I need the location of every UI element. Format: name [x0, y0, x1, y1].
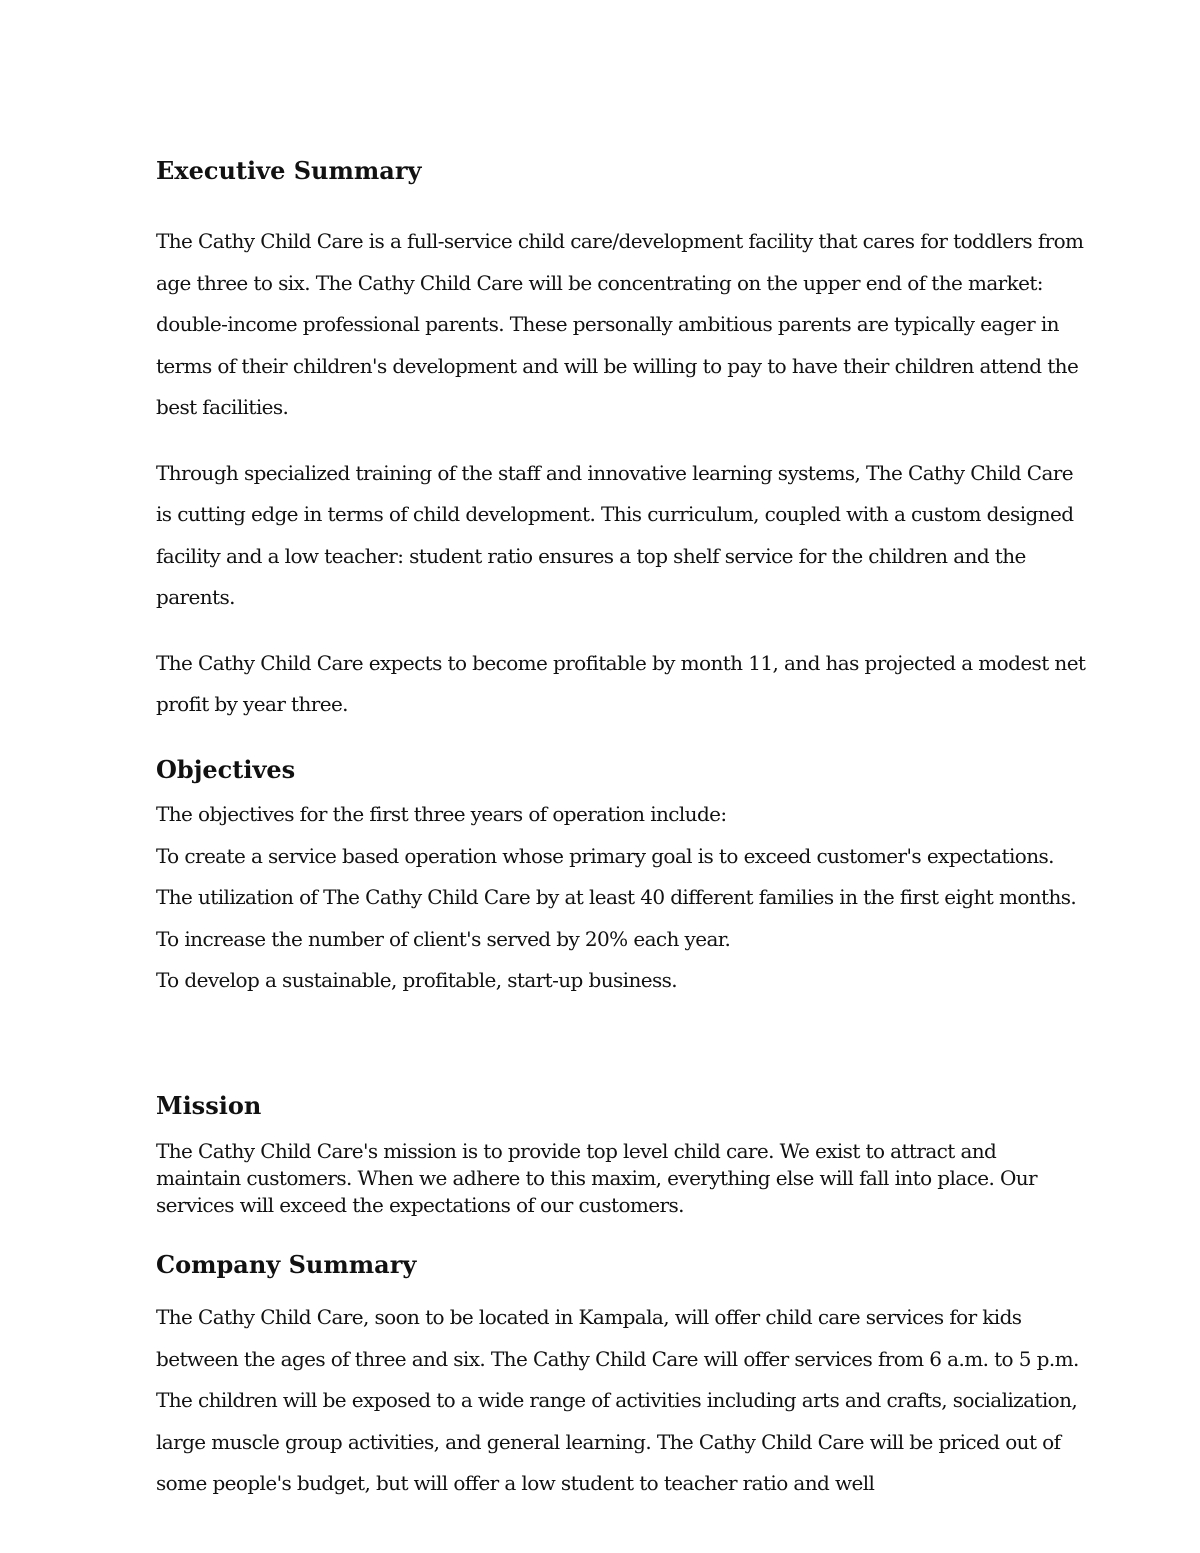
objectives-heading: Objectives	[156, 755, 296, 784]
objectives-section	[156, 794, 1076, 1002]
company-summary-paragraph: The Cathy Child Care, soon to be located in Kampala, will offer child care services for kids between the ages of three and six. The Cathy Child Care will offer services from 6 a.m. to 5 p.m. The children will be exposed to a wide range of activities including arts and crafts, socialization, large muscle group activities, and general learning. The Cathy Child Care will be priced out of some people's budget, but will offer a low student to teacher ratio and well	[156, 1305, 1079, 1495]
executive-summary-heading: Executive Summary	[156, 156, 422, 185]
mission-heading: Mission	[156, 1091, 262, 1120]
mission-paragraph: The Cathy Child Care's mission is to provide top level child care. We exist to attract and maintain customers. When we adhere to this maxim, everything else will fall into place. Our services will exceed the expectations of our customers.	[156, 1139, 1038, 1217]
objective-item: To increase the number of client's served by 20% each year.	[156, 926, 731, 951]
mission-section	[156, 1138, 1086, 1219]
objective-item: To create a service based operation whose primary goal is to exceed customer's expectations.	[156, 843, 1054, 868]
objective-item: The utilization of The Cathy Child Care by at least 40 different families in the first eight months.	[156, 885, 1077, 909]
executive-summary-paragraph-1: The Cathy Child Care is a full-service child care/development facility that cares for toddlers from age three to six. The Cathy Child Care will be concentrating on the upper end of the market: double-income professional parents. These personally ambitious parents are typically eager in terms of their children's development and will be willing to pay to have their children attend the best facilities.	[156, 229, 1084, 419]
objectives-intro: The objectives for the first three years of operation include:	[156, 802, 727, 826]
objective-item: To develop a sustainable, profitable, start-up business.	[156, 968, 678, 992]
company-summary-heading: Company Summary	[156, 1250, 417, 1279]
executive-summary-paragraph-2: Through specialized training of the staff and innovative learning systems, The Cathy Child Care is cutting edge in terms of child development. This curriculum, coupled with a custom designed facility and a low teacher: student ratio ensures a top shelf service for the children and the parents.	[156, 460, 1074, 609]
executive-summary-section	[156, 221, 1086, 726]
company-summary-section	[156, 1297, 1086, 1505]
executive-summary-paragraph-3: The Cathy Child Care expects to become profitable by month 11, and has projected a modest net profit by year three.	[156, 650, 1086, 716]
